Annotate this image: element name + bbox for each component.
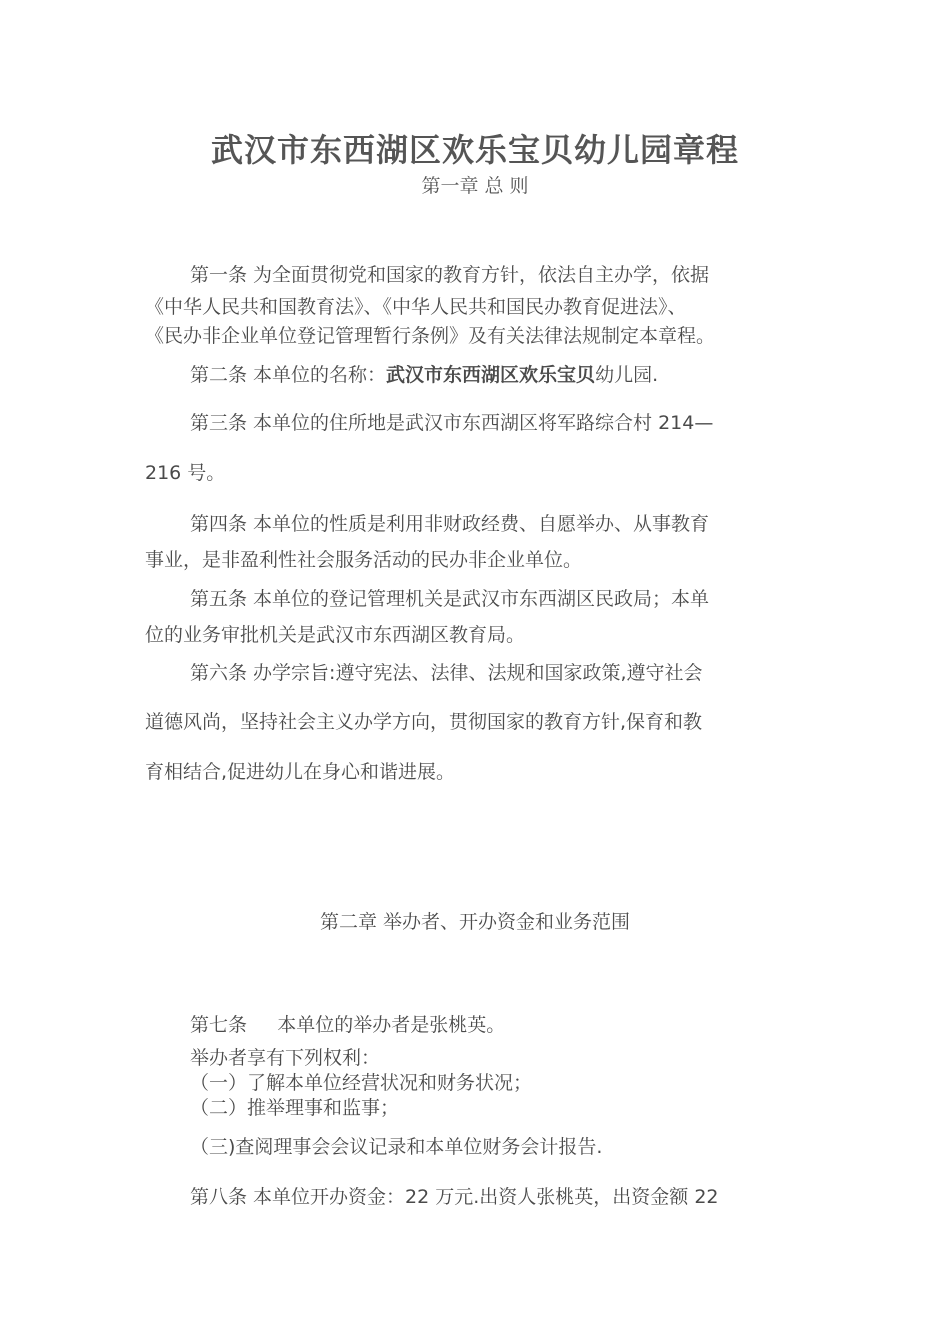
article-6-line-1: 第六条 办学宗旨:遵守宪法、法律、法规和国家政策,遵守社会 <box>190 662 703 684</box>
chapter-1-heading: 第一章 总 则 <box>421 175 529 197</box>
chapter-2-heading: 第二章 举办者、开办资金和业务范围 <box>319 911 631 933</box>
article-6-line-2: 道德风尚，坚持社会主义办学方向，贯彻国家的教育方针,保育和教 <box>145 711 703 733</box>
article-2-prefix: 第二条 本单位的名称： <box>190 364 387 386</box>
right-item-1: （一）了解本单位经营状况和财务状况； <box>190 1072 533 1094</box>
right-item-2: （二）推举理事和监事； <box>190 1097 400 1119</box>
article-7-line-1: 第七条 本单位的举办者是张桃英。 <box>190 1014 506 1036</box>
article-1-line-3: 《民办非企业单位登记管理暂行条例》及有关法律法规制定本章程。 <box>145 325 716 347</box>
article-1-line-2: 《中华人民共和国教育法》、《中华人民共和国民办教育促进法》、 <box>145 296 687 318</box>
article-3-line-2: 216 号。 <box>145 462 226 484</box>
article-5-line-1: 第五条 本单位的登记管理机关是武汉市东西湖区民政局；本单 <box>190 588 710 610</box>
article-5-line-2: 位的业务审批机关是武汉市东西湖区教育局。 <box>145 624 526 646</box>
article-1-line-1: 第一条 为全面贯彻党和国家的教育方针，依法自主办学，依据 <box>190 264 710 286</box>
rights-intro: 举办者享有下列权利： <box>190 1047 381 1069</box>
document-title: 武汉市东西湖区欢乐宝贝幼儿园章程 <box>210 131 739 169</box>
article-8-line-1: 第八条 本单位开办资金：22 万元.出资人张桃英，出资金额 22 <box>190 1186 719 1208</box>
article-2-suffix: 幼儿园. <box>595 364 659 386</box>
article-6-line-3: 育相结合,促进幼儿在身心和谐进展。 <box>145 761 456 783</box>
article-4-line-2: 事业，是非盈利性社会服务活动的民办非企业单位。 <box>145 549 583 571</box>
article-2 <box>190 363 658 387</box>
right-item-3: （三)查阅理事会会议记录和本单位财务会计报告. <box>190 1136 603 1158</box>
article-3-line-1: 第三条 本单位的住所地是武汉市东西湖区将军路综合村 214— <box>190 412 714 434</box>
unit-name-bold: 武汉市东西湖区欢乐宝贝 <box>386 364 596 386</box>
article-4-line-1: 第四条 本单位的性质是利用非财政经费、自愿举办、从事教育 <box>190 513 710 535</box>
